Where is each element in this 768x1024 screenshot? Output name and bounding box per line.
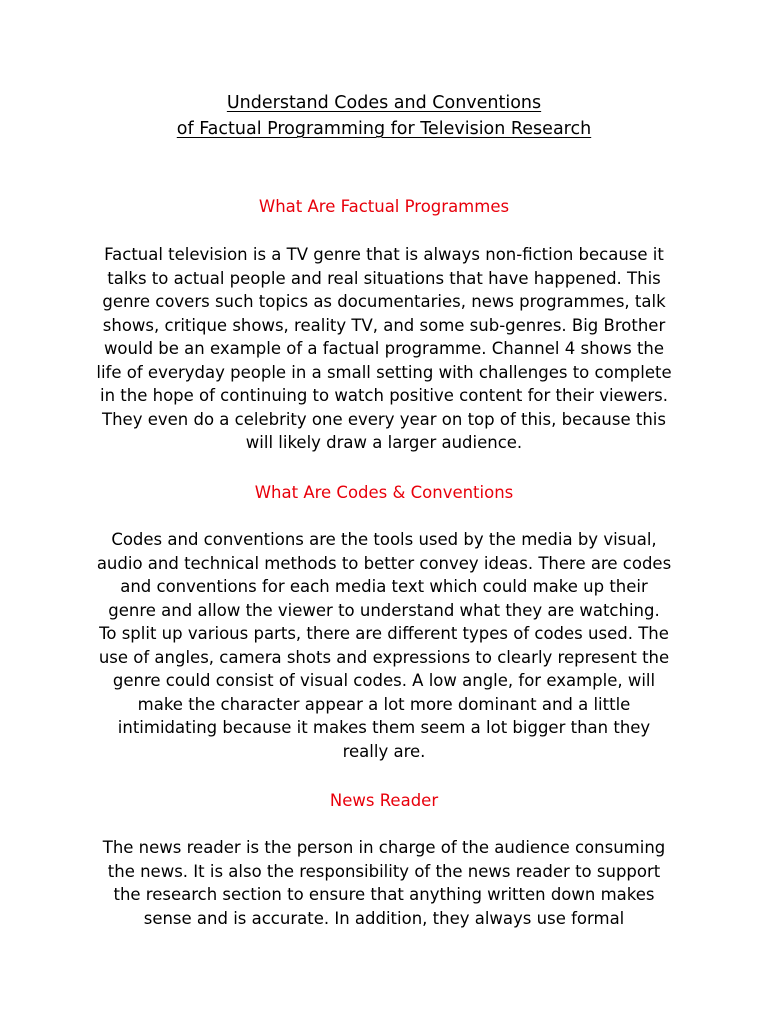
section-heading-factual-programmes: What Are Factual Programmes bbox=[258, 197, 510, 216]
paragraph-line: genre and allow the viewer to understand what they are watching. bbox=[108, 600, 660, 620]
paragraph-line: talks to actual people and real situations that have happened. This bbox=[107, 268, 661, 288]
document-title-line-2: of Factual Programming for Television Research bbox=[176, 119, 592, 139]
paragraph-line: really are. bbox=[342, 741, 426, 761]
document-title-line-1: Understand Codes and Conventions bbox=[226, 93, 542, 113]
paragraph-line: genre covers such topics as documentaries, news programmes, talk bbox=[102, 292, 666, 311]
paragraph-line: the research section to ensure that anything written down makes bbox=[113, 885, 655, 904]
paragraph-line: genre could consist of visual codes. A low angle, for example, will bbox=[112, 671, 656, 690]
paragraph-line: the news. It is also the responsibility of the news reader to support bbox=[107, 861, 661, 881]
paragraph-line: Factual television is a TV genre that is always non-fiction because it bbox=[104, 245, 664, 264]
paragraph-line: will likely draw a larger audience. bbox=[245, 433, 523, 452]
section-heading-codes-conventions: What Are Codes & Conventions bbox=[254, 483, 514, 502]
section-heading-news-reader: News Reader bbox=[329, 791, 439, 810]
section-body-factual-programmes bbox=[80, 243, 688, 455]
paragraph-line: Codes and conventions are the tools used by the media by visual, bbox=[111, 530, 657, 549]
paragraph-line: make the character appear a lot more dominant and a little bbox=[137, 694, 631, 714]
paragraph-line: sense and is accurate. In addition, they always use formal bbox=[143, 908, 625, 928]
paragraph-line: and conventions for each media text which could make up their bbox=[120, 577, 648, 596]
paragraph-line: The news reader is the person in charge of the audience consuming bbox=[102, 838, 666, 857]
paragraph-line: They even do a celebrity one every year on top of this, because this bbox=[102, 409, 666, 429]
paragraph-line: use of angles, camera shots and expressions to clearly represent the bbox=[98, 647, 670, 667]
paragraph-line: audio and technical methods to better convey ideas. There are codes bbox=[96, 553, 672, 573]
paragraph-line: life of everyday people in a small setting with challenges to complete bbox=[96, 362, 672, 382]
section-body-news-reader bbox=[80, 836, 688, 930]
paragraph-line: in the hope of continuing to watch positive content for their viewers. bbox=[100, 386, 668, 405]
paragraph-line: To split up various parts, there are different types of codes used. The bbox=[99, 624, 669, 643]
paragraph-line: intimidating because it makes them seem a lot bigger than they bbox=[117, 718, 651, 737]
paragraph-line: shows, critique shows, reality TV, and some sub-genres. Big Brother bbox=[102, 315, 666, 335]
section-body-codes-conventions bbox=[80, 528, 688, 763]
paragraph-line: would be an example of a factual programme. Channel 4 shows the bbox=[103, 339, 665, 358]
